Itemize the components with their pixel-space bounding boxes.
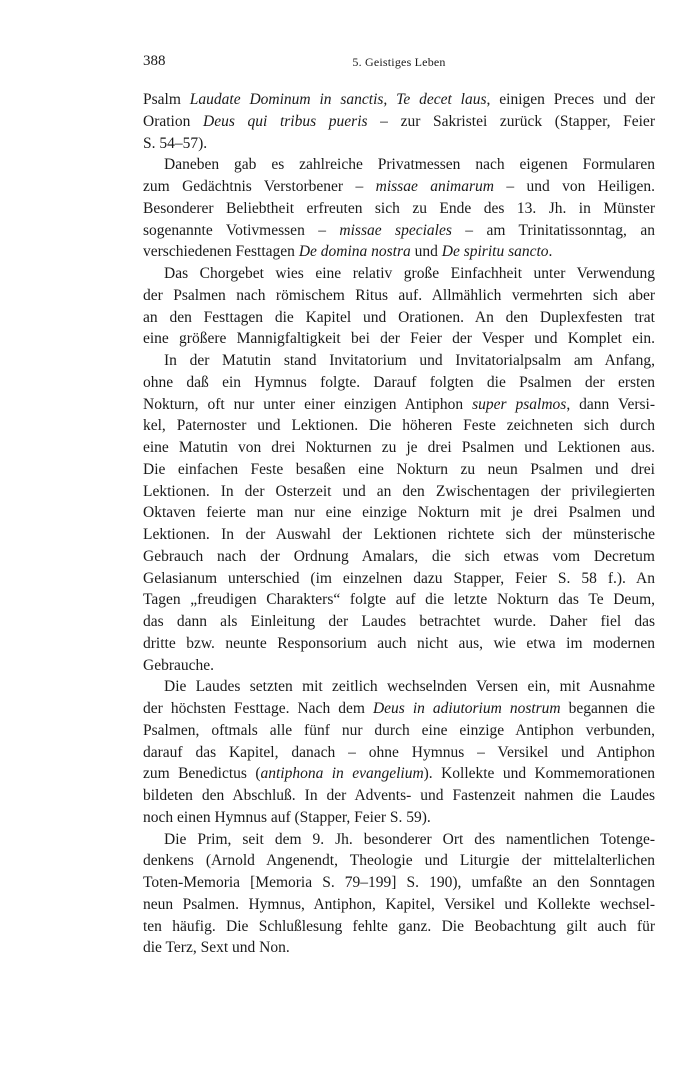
text-segment: Gebrauch nach der Ordnung Amalars, die sich etwas vom Decretum xyxy=(143,547,655,565)
text-segment: verschiedenen Festtagen xyxy=(143,243,299,261)
text-line xyxy=(143,916,655,938)
text-line xyxy=(143,415,655,437)
text-segment: Psalm xyxy=(143,91,190,108)
text-line xyxy=(143,524,655,546)
text-line xyxy=(143,459,655,481)
text-line xyxy=(143,350,655,372)
italic-segment: Deus qui tribus pueris xyxy=(203,112,368,130)
text-segment: denkens (Arnold Angenendt, Theologie und Liturgie der mittelalterlichen xyxy=(143,852,655,870)
text-segment: ). Kollekte und Kommemorationen xyxy=(423,765,655,783)
text-line xyxy=(143,307,655,329)
text-segment: Die Prim, seit dem 9. Jh. besonderer Ort des namentlichen Totenge- xyxy=(164,830,655,848)
text-segment: Nokturn, oft nur unter einer einzigen Antiphon xyxy=(143,395,473,413)
text-segment: eine Matutin von drei Nokturnen zu je drei Psalmen und Lektionen aus. xyxy=(143,439,655,456)
text-line xyxy=(143,372,655,394)
text-line xyxy=(143,785,655,807)
text-segment: – am Trinitatissonntag, an xyxy=(451,221,655,239)
text-segment: Daneben gab es zahlreiche Privatmessen nach eigenen Formularen xyxy=(164,156,655,174)
text-line xyxy=(143,198,655,220)
text-line xyxy=(143,763,655,785)
text-line xyxy=(143,263,655,285)
text-segment: S. 54–57). xyxy=(143,134,208,152)
italic-segment: De spiritu sancto xyxy=(441,243,549,261)
text-line xyxy=(143,133,655,155)
text-line xyxy=(143,850,655,872)
text-segment: – zur Sakristei zurück (Stapper, Feier xyxy=(367,112,655,130)
text-line xyxy=(143,568,655,590)
text-line xyxy=(143,589,655,611)
text-segment: der höchsten Festtage. Nach dem xyxy=(143,700,373,717)
text-line xyxy=(143,829,655,851)
text-line xyxy=(143,481,655,503)
text-segment: bildeten den Abschluß. In der Advents- und Fastenzeit nahmen die Laudes xyxy=(143,787,655,804)
text-segment: Die einfachen Feste besaßen eine Nokturn zu neun Psalmen und drei xyxy=(143,460,655,478)
text-segment: Lektionen. In der Osterzeit und an den Zwischentagen der privilegierten xyxy=(143,482,655,500)
text-line xyxy=(143,89,655,111)
text-line xyxy=(143,742,655,764)
text-line xyxy=(143,285,655,307)
italic-segment: antiphona in evangelium xyxy=(260,765,424,783)
text-line xyxy=(143,502,655,524)
text-segment: ten häufig. Die Schlußlesung fehlte ganz. Die Beobachtung gilt auch für xyxy=(143,917,655,935)
text-segment: Das Chorgebet wies eine relativ große Einfachheit unter Verwendung xyxy=(164,265,655,282)
text-line xyxy=(143,655,655,677)
text-segment: zum Gedächtnis Verstorbener – xyxy=(143,178,376,195)
italic-segment: Laudate Dominum in sanctis, Te decet laus xyxy=(189,91,487,108)
text-segment: Psalmen, oftmals alle fünf nur durch eine einzige Antiphon verbunden, xyxy=(143,721,655,739)
text-line xyxy=(143,633,655,655)
text-segment: eine größere Mannigfaltigkeit bei der Feier der Vesper und Komplet ein. xyxy=(143,330,655,348)
text-segment: , einigen Preces und der xyxy=(486,91,655,108)
running-head: 5. Geistiges Leben xyxy=(352,55,446,69)
text-segment: Lektionen. In der Auswahl der Lektionen richtete sich der münsterische xyxy=(143,526,655,543)
text-line xyxy=(143,676,655,698)
text-segment: kel, Paternoster und Lektionen. Die höheren Feste zeichneten sich durch xyxy=(143,417,655,435)
text-segment: Gelasianum unterschied (im einzelnen dazu Stapper, Feier S. 58 f.). An xyxy=(143,569,655,587)
text-segment: noch einen Hymnus auf (Stapper, Feier S. 59). xyxy=(143,808,431,826)
text-segment: neun Psalmen. Hymnus, Antiphon, Kapitel, Versikel und Kollekte wechsel- xyxy=(143,895,655,913)
italic-segment: super psalmos xyxy=(472,395,567,413)
text-line xyxy=(143,394,655,416)
text-segment: – und von Heiligen. xyxy=(493,178,656,195)
text-line xyxy=(143,328,655,350)
text-segment: an den Festtagen die Kapitel und Orationen. An den Duplexfesten trat xyxy=(143,308,655,326)
text-line xyxy=(143,894,655,916)
text-segment: . xyxy=(548,243,553,261)
text-line xyxy=(143,220,655,242)
text-segment: Oration xyxy=(143,112,203,130)
text-segment: Die Laudes setzten mit zeitlich wechselnden Versen ein, mit Ausnahme xyxy=(164,678,655,696)
text-line xyxy=(143,546,655,568)
text-segment: dritte bzw. neunte Responsorium auch nicht aus, wie etwa im modernen xyxy=(143,634,655,652)
text-segment: das dann als Einleitung der Laudes betrachtet wurde. Daher fiel das xyxy=(143,613,655,630)
text-segment: Oktaven feierte man nur eine einzige Nokturn mit je drei Psalmen und xyxy=(143,504,655,522)
text-line xyxy=(143,241,655,263)
italic-segment: missae speciales xyxy=(339,221,452,239)
text-segment: die Terz, Sext und Non. xyxy=(143,939,290,957)
text-segment: Toten-Memoria [Memoria S. 79–199] S. 190), umfaßte an den Sonntagen xyxy=(143,874,655,891)
italic-segment: missae animarum xyxy=(375,178,494,195)
text-segment: Tagen „freudigen Charakters“ folgte auf die letzte Nokturn das Te Deum, xyxy=(143,591,655,609)
text-segment: ohne daß ein Hymnus folgte. Darauf folgten die Psalmen der ersten xyxy=(143,373,655,391)
text-line xyxy=(143,437,655,459)
text-segment: zum Benedictus ( xyxy=(143,765,261,783)
italic-segment: De domina nostra xyxy=(298,243,411,261)
text-line xyxy=(143,937,655,959)
text-segment: der Psalmen nach römischem Ritus auf. Allmählich vermehrten sich aber xyxy=(143,286,655,304)
text-line xyxy=(143,872,655,894)
page-number: 388 xyxy=(143,53,166,69)
text-line xyxy=(143,111,655,133)
text-line xyxy=(143,611,655,633)
text-segment: Besonderer Beliebtheit erfreuten sich zu Ende des 13. Jh. in Münster xyxy=(143,199,655,217)
text-segment: sogenannte Votivmessen – xyxy=(143,221,340,239)
text-segment: In der Matutin stand Invitatorium und Invitatorialpsalm am Anfang, xyxy=(164,352,655,369)
text-segment: , dann Versi- xyxy=(566,395,655,413)
text-segment: und xyxy=(410,243,442,261)
text-line xyxy=(143,176,655,198)
italic-segment: Deus in adiutorium nostrum xyxy=(372,700,561,717)
text-line xyxy=(143,154,655,176)
text-line xyxy=(143,720,655,742)
text-line xyxy=(143,807,655,829)
text-segment: begannen die xyxy=(560,700,656,717)
text-line xyxy=(143,698,655,720)
text-segment: Gebrauche. xyxy=(143,656,214,674)
text-segment: darauf das Kapitel, danach – ohne Hymnus – Versikel und Antiphon xyxy=(143,743,655,761)
body-text xyxy=(143,89,655,959)
page-header xyxy=(143,53,655,75)
